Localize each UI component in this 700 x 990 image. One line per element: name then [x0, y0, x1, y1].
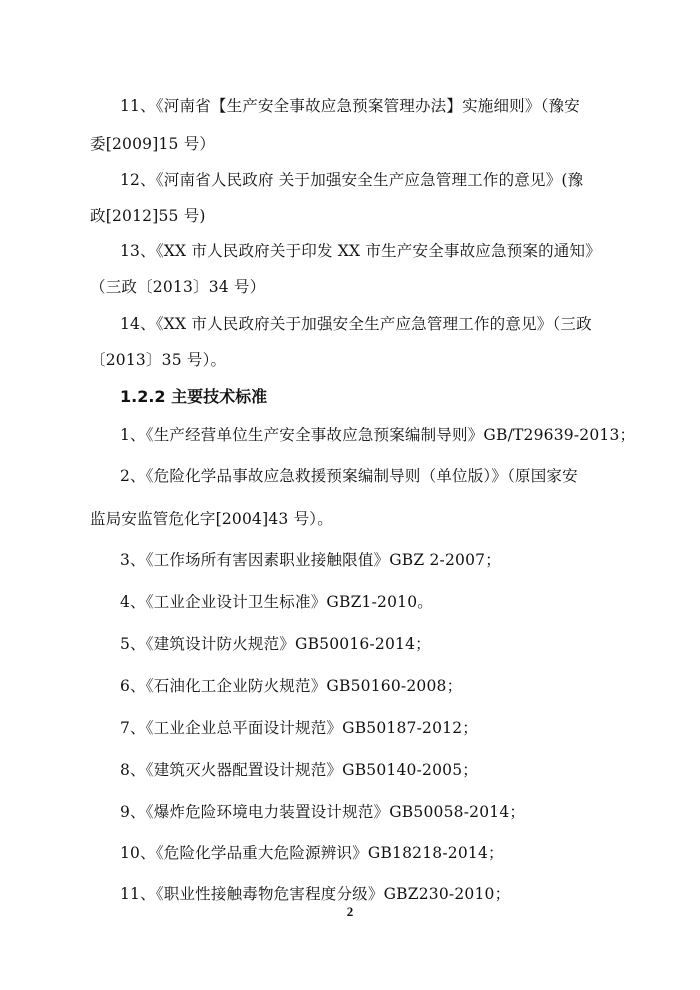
regulation-12-line2: 政[2012]55 号) [90, 207, 206, 225]
regulation-13-line1: 13、《XX 市人民政府关于印发 XX 市生产安全事故应急预案的通知》 [120, 242, 601, 260]
standard-7: 7、《工业企业总平面设计规范》GB50187-2012； [120, 719, 478, 737]
regulation-11-line2: 委[2009]15 号） [90, 135, 216, 153]
page-number: 2 [346, 904, 354, 919]
standard-6: 6、《石油化工企业防火规范》GB50160-2008； [120, 677, 463, 695]
regulation-14-line1: 14、《XX 市人民政府关于加强安全生产应急管理工作的意见》（三政 [120, 315, 592, 333]
standard-11: 11、《职业性接触毒物危害程度分级》GBZ230-2010； [120, 885, 511, 903]
regulation-13-line2: （三政〔2013〕34 号） [90, 278, 266, 296]
standard-3: 3、《工作场所有害因素职业接触限值》GBZ 2-2007； [120, 551, 501, 569]
standard-8: 8、《建筑灭火器配置设计规范》GB50140-2005； [120, 761, 478, 779]
section-heading: 1.2.2 主要技术标准 [120, 387, 268, 406]
regulation-12-line1: 12、《河南省人民政府 关于加强安全生产应急管理工作的意见》(豫 [120, 171, 584, 189]
standard-4: 4、《工业企业设计卫生标准》GBZ1-2010。 [120, 593, 433, 611]
regulation-11-line1: 11、《河南省【生产安全事故应急预案管理办法】实施细则》（豫安 [120, 97, 580, 115]
standard-9: 9、《爆炸危险环境电力装置设计规范》GB50058-2014； [120, 803, 526, 821]
standard-5: 5、《建筑设计防火规范》GB50016-2014； [120, 635, 431, 653]
standard-2-line1: 2、《危险化学品事故应急救援预案编制导则（单位版）》（原国家安 [120, 467, 578, 485]
standard-2-line2: 监局安监管危化字[2004]43 号）。 [90, 510, 333, 528]
regulation-14-line2: 〔2013〕35 号）。 [90, 351, 227, 369]
standard-1: 1、《生产经营单位生产安全事故应急预案编制导则》GB/T29639-2013； [120, 426, 636, 444]
standard-10: 10、《危险化学品重大危险源辨识》GB18218-2014； [120, 844, 504, 862]
